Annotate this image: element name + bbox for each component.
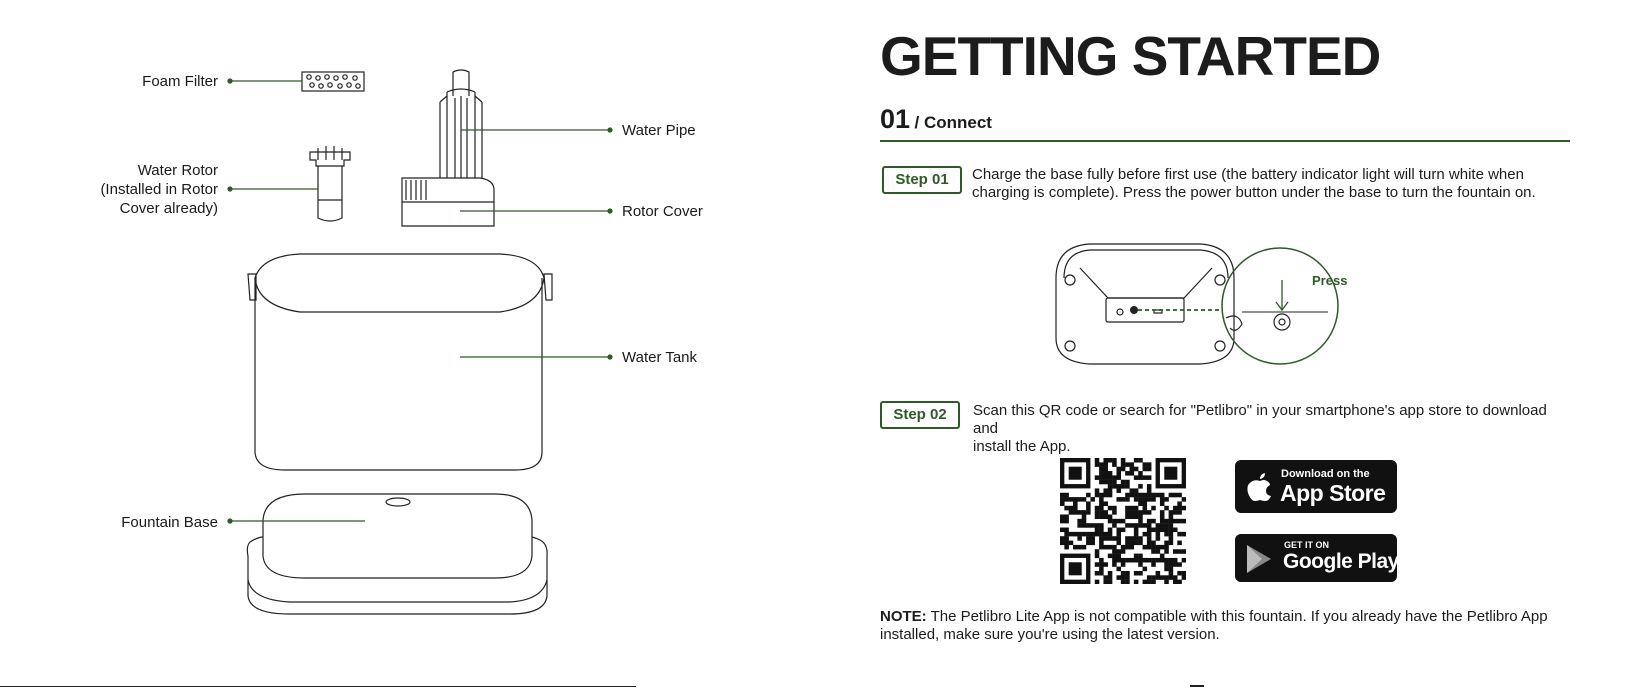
google-play-button[interactable] — [1235, 534, 1397, 582]
water-rotor-label: Water Rotor — [137, 162, 218, 179]
foam-filter-label: Foam Filter — [142, 73, 218, 90]
water-rotor-label-line3: Cover already) — [119, 200, 218, 217]
app-store-button[interactable] — [1235, 460, 1397, 513]
water-rotor-drawing — [310, 146, 350, 221]
press-button-illustration — [1050, 238, 1370, 368]
step-01-text-line2: charging is complete). Press the power button under the base to turn the fountain on. — [972, 184, 1536, 201]
section-name: / Connect — [914, 113, 992, 132]
fountain-base-label: Fountain Base — [121, 514, 218, 531]
step-01-text-line1: Charge the base fully before first use (the battery indicator light will turn white when — [972, 166, 1524, 183]
section-number: 01 — [880, 104, 911, 134]
step-01-badge: Step 01 — [882, 166, 962, 194]
qr-code[interactable] — [1060, 458, 1186, 584]
water-tank-label: Water Tank — [622, 349, 698, 366]
rotor-cover-label: Rotor Cover — [622, 203, 703, 220]
foam-filter-drawing — [302, 72, 364, 91]
water-tank-drawing — [248, 254, 552, 470]
compatibility-note — [880, 608, 1570, 644]
play-logo-icon — [1245, 543, 1273, 575]
section-heading — [880, 104, 1570, 142]
google-play-small-text: GET IT ON — [1284, 540, 1329, 550]
app-store-small-text: Download on the — [1281, 468, 1370, 480]
getting-started-page — [880, 0, 1570, 688]
water-pipe-label: Water Pipe — [622, 122, 696, 139]
step-02-text — [973, 402, 1573, 456]
app-store-big-text: App Store — [1280, 480, 1386, 506]
step-02-text-line1: Scan this QR code or search for "Petlibro" in your smartphone's app store to download and — [973, 402, 1547, 437]
step-02-text-line2: install the App. — [973, 438, 1071, 455]
note-text-line1: The Petlibro Lite App is not compatible with this fountain. If you already have the Petlibro App — [926, 608, 1548, 625]
fountain-base-drawing — [247, 494, 547, 614]
page-title: GETTING STARTED — [880, 25, 1381, 87]
press-label: Press — [1312, 273, 1348, 288]
note-text-line2: installed, make sure you're using the latest version. — [880, 626, 1220, 643]
page-bottom-rule — [0, 686, 636, 687]
step-02-badge: Step 02 — [880, 401, 960, 429]
apple-logo-icon — [1247, 471, 1273, 501]
google-play-big-text: Google Play — [1283, 550, 1399, 573]
water-pipe-drawing — [440, 70, 482, 178]
rotor-cover-drawing — [402, 178, 494, 226]
leader-lines — [228, 79, 612, 523]
water-rotor-label-line2: (Installed in Rotor — [100, 181, 218, 198]
step-01-text — [972, 166, 1572, 202]
note-label: NOTE: — [880, 608, 927, 625]
